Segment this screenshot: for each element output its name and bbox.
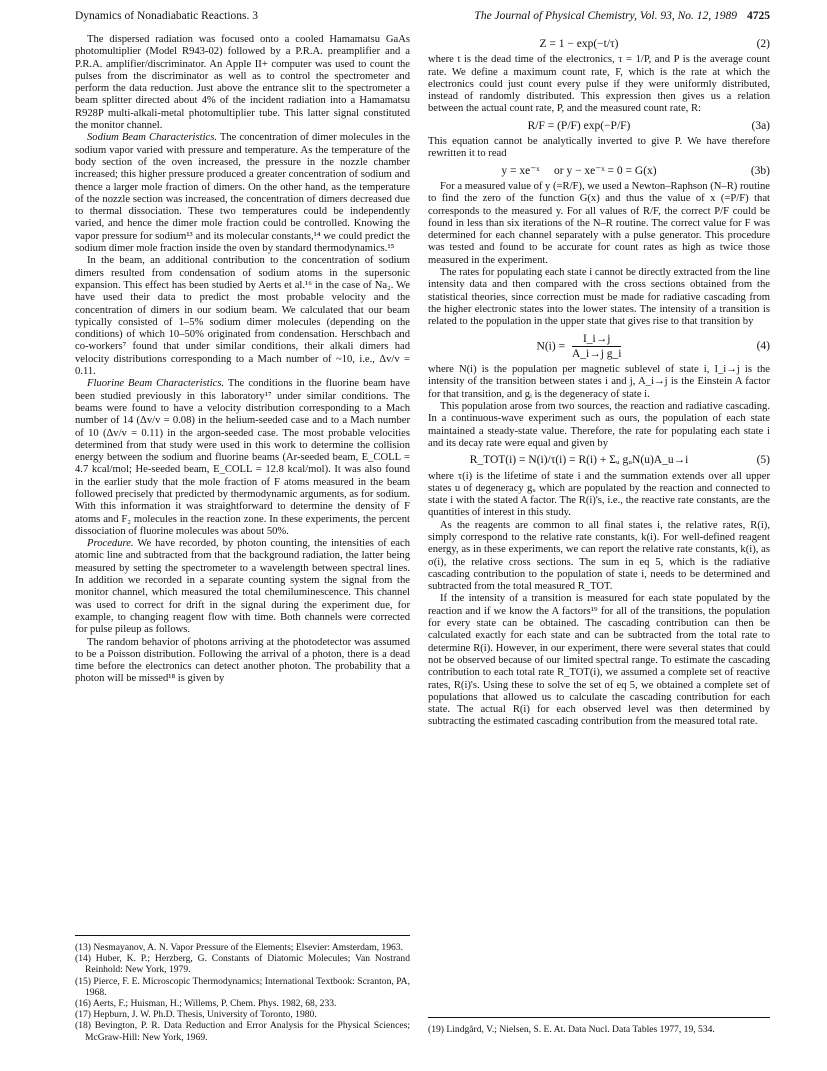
paragraph-sodium-beam xyxy=(75,132,410,255)
paragraph-procedure xyxy=(75,538,410,636)
paragraph-inversion: This equation cannot be analytically inverted to give P. We have therefore rewritten it to read xyxy=(428,136,770,160)
page-number: 4725 xyxy=(747,10,770,22)
procedure-text: We have recorded, by photon counting, the intensities of each atomic line and subtracted from that the background radiation, the latter being measured by setting the spectrometer to a wavelength between spectral lines. In addition we recorded in a separate counting system the signal from the monitor channel, which measured the total chemiluminescence. This channel was used to correct for drift in the signal during the experiment due, for example, to changing reagent flow with time. Both channels were corrected for pulse pileup as follows. xyxy=(75,538,410,636)
reference-16: (16) Aerts, F.; Huisman, H.; Willems, P. Chem. Phys. 1982, 68, 233. xyxy=(75,998,337,1010)
section-heading-sodium: Sodium Beam Characteristics. xyxy=(87,132,217,144)
paragraph-detector: The dispersed radiation was focused onto a cooled Hamamatsu GaAs photomultiplier (Model R943-02) followed by a P.R.A. preamplifier and a P.R.A. amplifier/discriminator. An Apple II+ computer was used to count the pulses from the discriminator as well as to control the spectrometer and perform the data reduction. Just above the entrance slit to the spectrometer a beam splitter directed about 4% of the incident radiation into a Hamamatsu R928P multi-alkali-metal photomultiplier tube. This latter signal constituted the monitor channel. xyxy=(75,34,410,132)
reference-14: (14) Huber, K. P.; Herzberg, G. Constants of Diatomic Molecules; Van Nostrand Reinhold: New York, 1979. xyxy=(75,953,410,976)
paragraph-populating-rates: The rates for populating each state i cannot be directly extracted from the line intensity data and then compared with the cross sections obtained from the statistical theories, since correction must be made for radiative cascading from the higher electronic states into the lower states. The intensity of a transition is related to the population in the upper state that gives rise to that transition by xyxy=(428,267,770,328)
equation-4-lhs: N(i) = xyxy=(536,339,566,352)
equation-4 xyxy=(428,333,770,361)
equation-3a xyxy=(428,120,770,132)
right-column xyxy=(428,34,770,729)
paragraph-poisson: The random behavior of photons arriving at the photodetector was assumed to be a Poisson distribution. Following the arrival of a photon, there is a dead time before the electronics can detect another photon. The probability that a photon will be missed¹⁸ is given by xyxy=(75,636,410,685)
paragraph-two-sources: This population arose from two sources, the reaction and radiative cascading. In a continuous-wave experiment such as ours, the population of each state maintained a steady-state value. Therefore, the rate for populating each state i and its decay rate were equal and given by xyxy=(428,401,770,449)
reference-17: (17) Hepburn, J. W. Ph.D. Thesis, University of Toronto, 1980. xyxy=(75,1009,317,1021)
paragraph-cascading: If the intensity of a transition is measured for each state populated by the reaction and if we know the A factors¹⁹ for all of the transitions, the population for every state can be obtained. The cascading contribution can then be calculated exactly for each state and can be subtracted from the total rate to determine R(i). However, in our experiment, there were several states that could not be observed because of our limited spectral range. To estimate the cascading contribution to each total rate R_TOT(i), we assumed a complete set of reactive rates, R(i)'s. Using these to solve the set of eq 5, we obtained a complete set of populations that allowed us to calculate the cascading contribution for each state. The actual R(i) for each observed level was then determined by subtracting the estimated cascading contribution from the measured total rate. xyxy=(428,593,770,728)
reference-13: (13) Nesmayanov, A. N. Vapor Pressure of the Elements; Elsevier: Amsterdam, 1963. xyxy=(75,942,403,953)
equation-2 xyxy=(428,38,770,50)
reference-18: (18) Bevington, P. R. Data Reduction and Error Analysis for the Physical Sciences; McGraw-Hill: New York, 1969. xyxy=(75,1020,410,1043)
equation-3b xyxy=(428,165,770,177)
paragraph-beam-dimers: In the beam, an additional contribution to the concentration of sodium dimers resulted from condensation of sodium atoms in the supersonic expansion. This effect has been studied by Aerts et al.¹⁶ in the case of Na₂. We have used their data to predict the most probable velocity and the concentration of dimers in our sodium beam. We calculated that our beam typically consisted of 1–5% sodium dimer molecules (depending on the conditions) of which 10–50% originated from condensation. Herschbach and co-workers⁷ found that under similar conditions, their alkali dimers had velocity distributions corresponding to a Mach number of ~10, i.e., Δv/v = 0.11. xyxy=(75,255,410,378)
running-header-title: Dynamics of Nonadiabatic Reactions. 3 xyxy=(75,10,258,22)
left-column xyxy=(75,34,410,686)
paragraph-newton-raphson: For a measured value of y (=R/F), we used a Newton–Raphson (N–R) routine to find the zero of the function G(x) and thus the value of x (=P/F) that corresponds to the measured y. For all values of R/F, the correct P/F could be found in less than six iterations of the N–R routine. The correct value for F was determined for each channel separately with a pulse generator. This procedure was tested and found to be accurate for count rates as high as twice those measured in the experiment. xyxy=(428,180,770,266)
equation-4-numerator: I_i→j xyxy=(572,333,622,347)
equation-5 xyxy=(428,454,770,466)
equation-3b-expr: y = xe⁻ˣ or y − xe⁻ˣ = 0 = G(x) xyxy=(501,164,657,177)
sodium-text: The concentration of dimer molecules in the sodium vapor varied with pressure and temperature. As the temperature of the body section of the oven increased, the pressure in the nozzle chamber increased; this higher pressure produced a greater concentration of sodium and thence a larger mole fraction of dimers. On the other hand, as the temperature of the nozzle section was increased, the concentration of dimers decreased due to thermal dissociation. These two temperatures could be independently varied, and hence the dimer mole fraction could be controlled. Knowing the vapor pressure for sodium¹³ and its molecular constants,¹⁴ we could predict the sodium dimer mole fraction inside the oven by standard thermodynamics.¹⁵ xyxy=(75,132,410,255)
equation-3b-number: (3b) xyxy=(750,164,770,177)
section-heading-fluorine: Fluorine Beam Characteristics. xyxy=(87,378,225,390)
reference-19: (19) Lindgård, V.; Nielsen, S. E. At. Data Nucl. Data Tables 1977, 19, 534. xyxy=(428,1024,715,1035)
paragraph-fluorine-beam xyxy=(75,378,410,538)
paragraph-population-def: where N(i) is the population per magnetic sublevel of state i, I_i→j is the intensity of the transition between states i and j, A_i→j is the Einstein A factor for that transition, and gᵢ is the degeneracy of state i. xyxy=(428,364,770,400)
equation-4-expr xyxy=(428,333,730,361)
equation-3a-expr: R/F = (P/F) exp(−P/F) xyxy=(527,119,631,132)
footnotes-left xyxy=(75,935,410,1043)
paragraph-dead-time: where t is the dead time of the electronics, τ = 1/P, and P is the average count rate. We define a maximum count rate, F, which is the rate at which the electronics could just count every pulse if they were uniformly distributed, instead of randomly distributed. This expression then gives us a relation between the actual count rate, P, and the measured count rate, R: xyxy=(428,54,770,115)
fluorine-text: The conditions in the fluorine beam have been studied previously in this laboratory¹⁷ under similar conditions. The beams were found to have a velocity distribution corresponding to a Mach number of 14 (Δv/v = 0.08) in the helium-seeded case and to a Mach number of 10 (Δv/v = 0.11) in the argon-seeded case. The most probable velocities determined from that study were used in this work to determine the collision energy between the sodium and fluorine beams (Ar-seeded beam, E_COLL = 4.7 kcal/mol; He-seeded beam, E_COLL = 12.8 kcal/mol). It was also found in the earlier study that the mole fraction of F atoms measured in the beam followed precisely that predicted by thermodynamic arguments, as for sodium. With this information it was straightforward to determine the density of F atoms and F₂ molecules in the reaction zone. In these experiments, the percent dissociation of fluorine molecules was about 50%. xyxy=(75,378,410,537)
equation-5-number: (5) xyxy=(756,454,770,467)
section-heading-procedure: Procedure. xyxy=(87,538,134,550)
equation-5-expr: R_TOT(i) = N(i)/τ(i) = R(i) + Σᵤ gᵤN(u)A_u→i xyxy=(469,454,689,467)
footnotes-right xyxy=(428,1017,770,1035)
paragraph-lifetime: where τ(i) is the lifetime of state i and the summation extends over all upper states u of degeneracy gᵤ which are populated by the reaction and connected to state i with the stated A factor. The R(i)'s, i.e., the reactive rate constants, are the quantities of interest in this study. xyxy=(428,470,770,519)
equation-4-fraction xyxy=(572,333,622,361)
equation-3a-number: (3a) xyxy=(751,119,770,132)
equation-4-number: (4) xyxy=(756,340,770,353)
reference-15: (15) Pierce, F. E. Microscopic Thermodynamics; International Textbook: Scranton, PA, 1968. xyxy=(75,975,410,998)
equation-4-denominator: A_i→j g_i xyxy=(571,347,622,360)
paragraph-relative-rates: As the reagents are common to all final states i, the relative rates, R(i), simply correspond to the relative rate constants, k(i). For well-defined reagent energy, as in these experiments, we can report the relative rate constants, k(i), as σ(i), the relative cross sections. The sum in eq 5, which is the radiative cascading contribution to the population of state i, needs to be determined and subtracted from the total measured R_TOT. xyxy=(428,519,770,593)
running-header-journal xyxy=(474,10,770,22)
equation-2-number: (2) xyxy=(756,38,770,50)
equation-2-expr: Z = 1 − exp(−t/τ) xyxy=(539,38,619,50)
journal-citation: The Journal of Physical Chemistry, Vol. 93, No. 12, 1989 xyxy=(474,10,737,22)
